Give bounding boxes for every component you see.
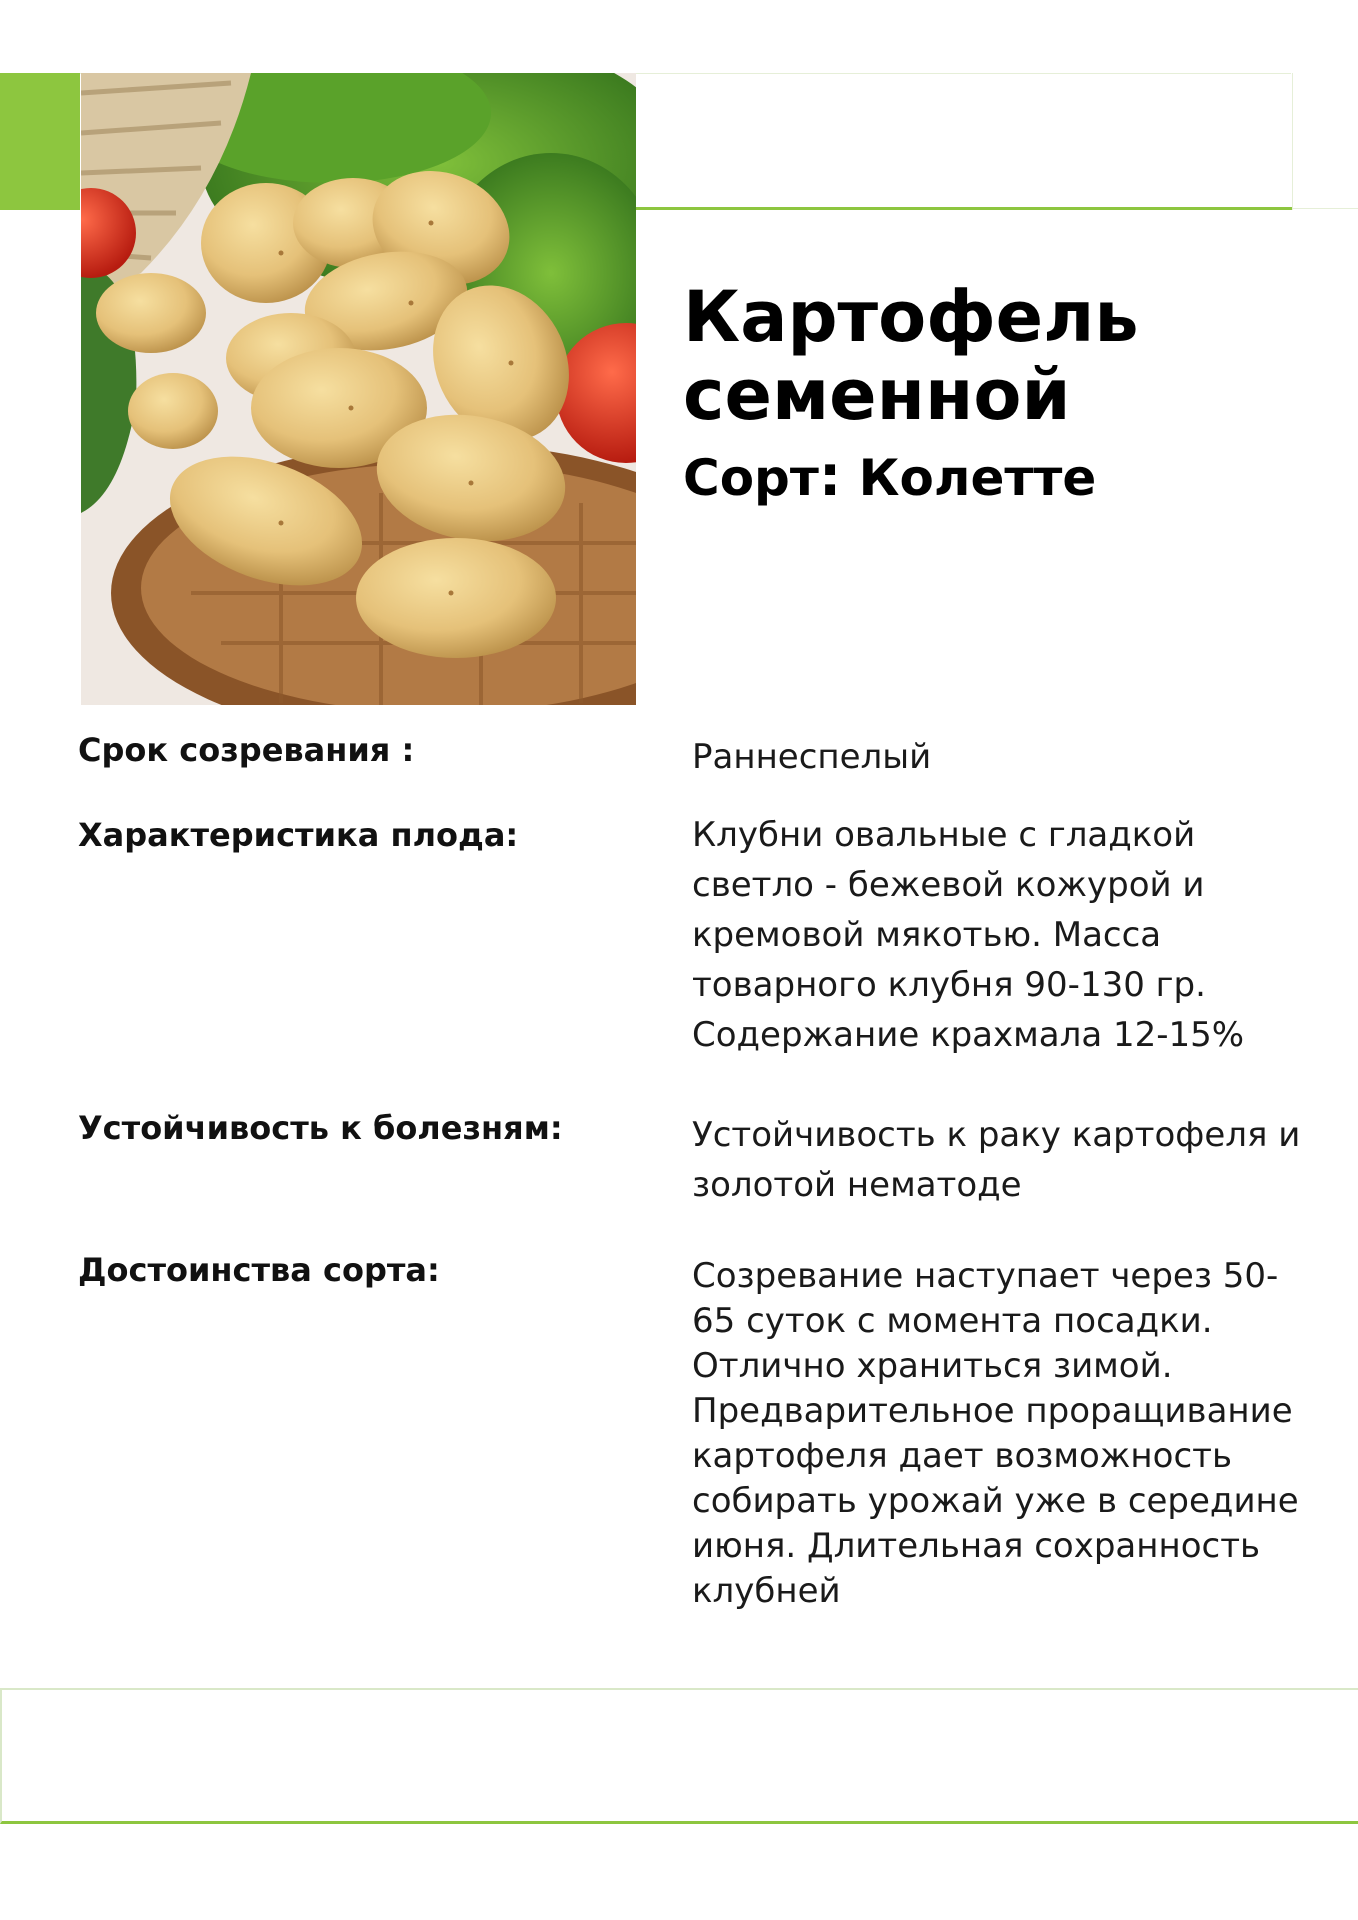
- spec-value-resistance: [692, 1110, 1322, 1210]
- value-line: 65 суток с момента посадки.: [692, 1301, 1213, 1341]
- title-line-2: семенной: [683, 354, 1071, 436]
- spec-value-ripening: [692, 732, 1322, 782]
- spec-label-ripening: Срок созревания :: [78, 731, 415, 769]
- value-line: Предварительное проращивание: [692, 1391, 1293, 1431]
- value-line: собирать урожай уже в середине: [692, 1481, 1299, 1521]
- variety-heading: [683, 446, 1323, 509]
- variety-name: Колетте: [841, 449, 1097, 507]
- variety-prefix: Сорт: [683, 449, 819, 507]
- spec-value-merits: [692, 1254, 1322, 1614]
- potatoes-photo: [81, 73, 636, 705]
- footer-box: [0, 1688, 1358, 1824]
- spec-label-fruit: Характеристика плода:: [78, 816, 519, 854]
- value-line: Клубни овальные с гладкой: [692, 815, 1196, 855]
- value-line: Созревание наступает через 50-: [692, 1256, 1279, 1296]
- value-line: Раннеспелый: [692, 737, 932, 777]
- title-line-1: Картофель: [683, 276, 1139, 358]
- page-title: [683, 278, 1323, 434]
- value-line: картофеля дает возможность: [692, 1436, 1232, 1476]
- value-line: золотой нематоде: [692, 1165, 1022, 1205]
- header-right-rule: [1292, 208, 1358, 209]
- value-line: кремовой мякотью. Масса: [692, 915, 1162, 955]
- spec-value-fruit: [692, 810, 1322, 1060]
- value-line: клубней: [692, 1571, 841, 1611]
- value-line: светло - бежевой кожурой и: [692, 865, 1205, 905]
- value-line: Отлично храниться зимой.: [692, 1346, 1173, 1386]
- value-line: товарного клубня 90-130 гр.: [692, 965, 1206, 1005]
- header-accent-rule: [634, 207, 1292, 210]
- header-right-edge: [1292, 73, 1293, 210]
- spec-label-merits: Достоинства сорта:: [78, 1251, 440, 1289]
- value-line: июня. Длительная сохранность: [692, 1526, 1261, 1566]
- variety-colon: :: [818, 444, 842, 509]
- accent-green-block: [0, 73, 80, 210]
- spec-label-resistance: Устойчивость к болезням:: [78, 1109, 563, 1147]
- value-line: Устойчивость к раку картофеля и: [692, 1115, 1301, 1155]
- value-line: Содержание крахмала 12-15%: [692, 1015, 1245, 1055]
